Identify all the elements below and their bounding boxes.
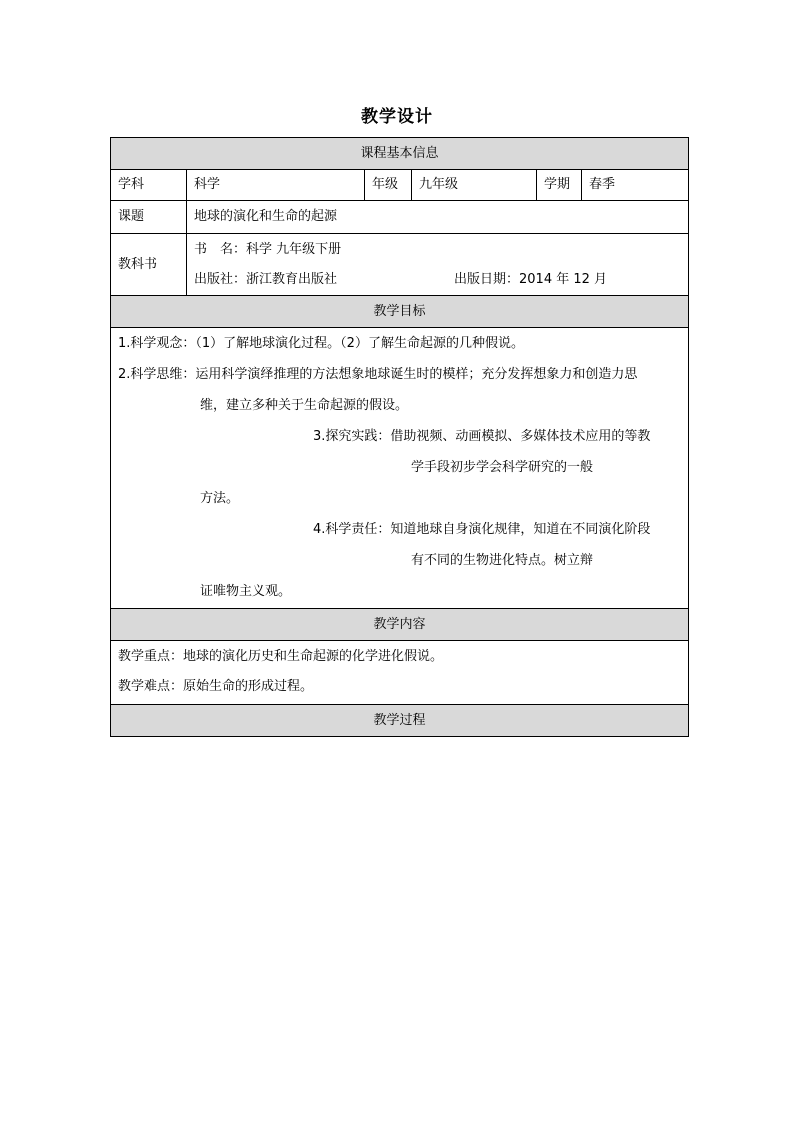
objective-3-line-1: 3.探究实践：借助视频、动画模拟、多媒体技术应用的等教 bbox=[313, 429, 651, 444]
key-points: 教学重点：地球的演化历史和生命起源的化学进化假说。 bbox=[118, 649, 444, 664]
objective-4-line-1: 4.科学责任：知道地球自身演化规律，知道在不同演化阶段 bbox=[313, 522, 651, 537]
subject-label: 学科 bbox=[111, 170, 187, 201]
grade-value: 九年级 bbox=[412, 170, 537, 201]
textbook-details bbox=[187, 234, 689, 296]
section-content: 教学内容 bbox=[111, 609, 689, 641]
publish-date: 出版日期：2014 年 12 月 bbox=[454, 271, 608, 287]
document-title: 教学设计 bbox=[361, 107, 433, 127]
grade-label: 年级 bbox=[365, 170, 412, 201]
objective-3-line-2: 学手段初步学会科学研究的一般 bbox=[411, 460, 594, 475]
objective-4-line-3: 证唯物主义观。 bbox=[200, 584, 292, 599]
objective-1: 1.科学观念：（1）了解地球演化过程。（2）了解生命起源的几种假说。 bbox=[118, 336, 524, 351]
objective-3-line-3: 方法。 bbox=[200, 491, 240, 506]
textbook-label: 教科书 bbox=[111, 234, 187, 296]
difficulties: 教学难点：原始生命的形成过程。 bbox=[118, 679, 314, 694]
term-value: 春季 bbox=[582, 170, 689, 201]
objectives-block bbox=[111, 328, 689, 609]
content-block bbox=[111, 641, 689, 705]
objective-2-line-1: 2.科学思维：运用科学演绎推理的方法想象地球诞生时的模样；充分发挥想象力和创造力思 bbox=[118, 367, 638, 382]
section-objectives: 教学目标 bbox=[111, 296, 689, 328]
objective-2-line-2: 维，建立多种关于生命起源的假设。 bbox=[200, 398, 409, 413]
book-name: 书 名：科学 九年级下册 bbox=[194, 241, 342, 257]
publisher: 出版社：浙江教育出版社 bbox=[194, 271, 338, 287]
term-label: 学期 bbox=[537, 170, 582, 201]
section-basic-info: 课程基本信息 bbox=[111, 138, 689, 170]
topic-label: 课题 bbox=[111, 201, 187, 234]
section-process: 教学过程 bbox=[111, 705, 689, 737]
subject-value: 科学 bbox=[187, 170, 365, 201]
objective-4-line-2: 有不同的生物进化特点。树立辩 bbox=[411, 553, 594, 568]
publish-line bbox=[194, 265, 688, 295]
lesson-plan-table bbox=[110, 137, 689, 737]
topic-value: 地球的演化和生命的起源 bbox=[187, 201, 689, 234]
